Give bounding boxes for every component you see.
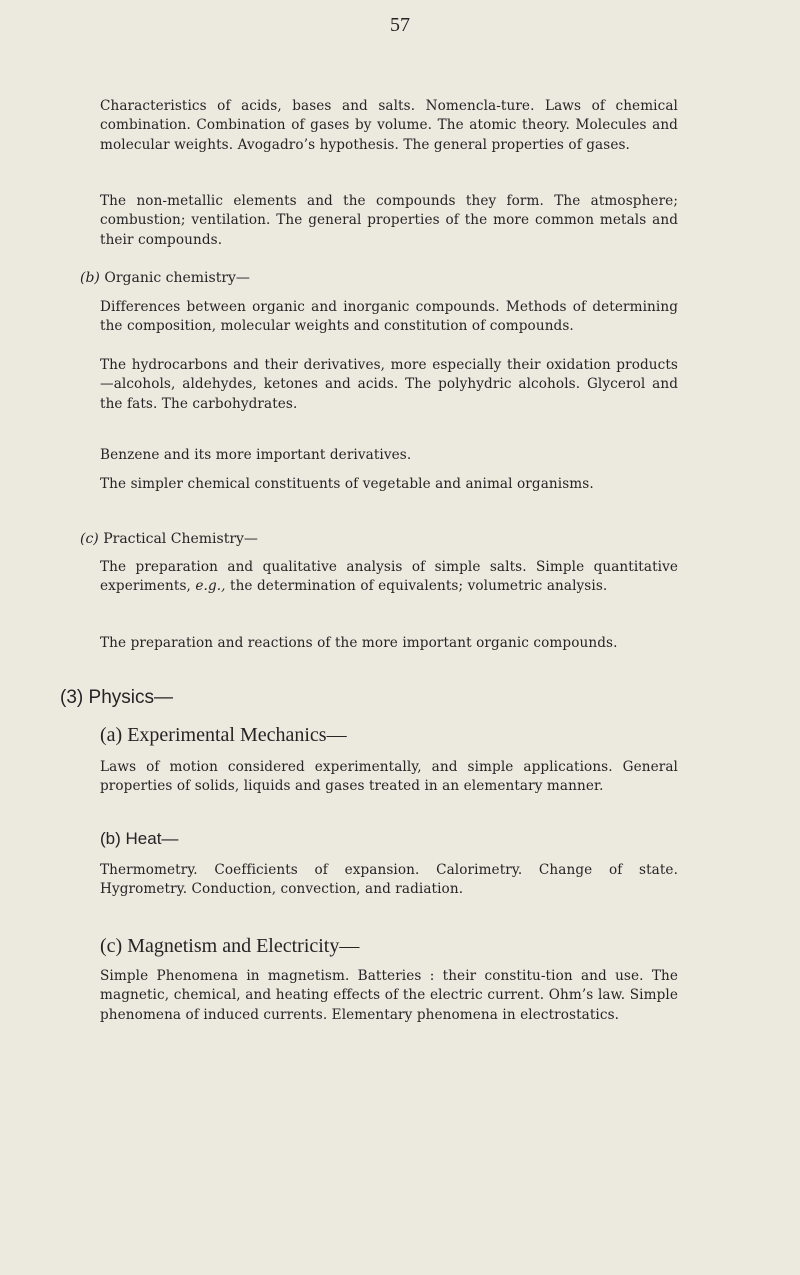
mechanics-title: Experimental Mechanics— [127, 724, 347, 746]
magnetism-title: Magnetism and Electricity— [127, 935, 360, 957]
chemistry-intro-paragraph-1: Characteristics of acids, bases and salts. Nomencla-ture. Laws of chemical combination. Combination of gases by volume. The atomic theory. Molecules and molecular weights. Avogadro’s hypothesis. The general properties of gases. [100, 98, 678, 153]
practical-chemistry-label: (c) [80, 531, 99, 547]
heat-heading [100, 828, 178, 850]
magnetism-paragraph: Simple Phenomena in magnetism. Batteries : their constitu-tion and use. The magnetic, chemical, and heating effects of the electric current. Ohm’s law. Simple phenomena of induced currents. Elementary phenomena in electrostatics. [100, 968, 678, 1023]
magnetism-heading [100, 934, 359, 958]
magnetism-label: (c) [100, 935, 123, 957]
organic-paragraph-2: The hydrocarbons and their derivatives, more especially their oxidation products—alcohols, aldehydes, ketones and acids. The polyhydric alcohols. Glycerol and the fats. The carbohydrates. [100, 357, 678, 412]
mechanics-heading [100, 723, 347, 747]
heat-title: Heat— [125, 829, 179, 848]
organic-chemistry-title: Organic chemistry— [104, 270, 250, 286]
organic-chemistry-label: (b) [80, 270, 100, 286]
practical-chemistry-title: Practical Chemistry— [103, 531, 258, 547]
heat-paragraph: Thermometry. Coefficients of expansion. Calorimetry. Change of state. Hygrometry. Conduction, convection, and radiation. [100, 862, 678, 898]
organic-paragraph-3: Benzene and its more important derivatives. [100, 447, 412, 463]
heat-label: (b) [100, 829, 121, 848]
practical-chemistry-heading [80, 530, 258, 549]
mechanics-label: (a) [100, 724, 123, 746]
physics-number: (3) [60, 687, 84, 708]
practical-paragraph-1-part-b: the determination of equivalents; volumetric analysis. [225, 578, 608, 595]
practical-paragraph-2: The preparation and reactions of the more important organic compounds. [100, 635, 618, 651]
chemistry-intro-paragraph-2: The non-metallic elements and the compounds they form. The atmosphere; combustion; ventilation. The general properties of the more common metals and their compounds. [100, 193, 678, 248]
page-number: 57 [390, 14, 410, 36]
organic-paragraph-1: Differences between organic and inorganic compounds. Methods of determining the composition, molecular weights and constitution of compounds. [100, 299, 678, 335]
physics-heading [60, 686, 173, 710]
mechanics-paragraph: Laws of motion considered experimentally, and simple applications. General properties of solids, liquids and gases treated in an elementary manner. [100, 759, 678, 795]
physics-title: Physics— [88, 687, 173, 708]
practical-paragraph-1 [100, 558, 678, 597]
practical-paragraph-1-part-a: The preparation and qualitative analysis of simple salts. Simple quantitative experiments, [100, 559, 678, 595]
organic-chemistry-heading [80, 269, 250, 288]
practical-paragraph-1-eg: e.g., [195, 578, 226, 595]
organic-paragraph-4: The simpler chemical constituents of vegetable and animal organisms. [100, 476, 594, 492]
